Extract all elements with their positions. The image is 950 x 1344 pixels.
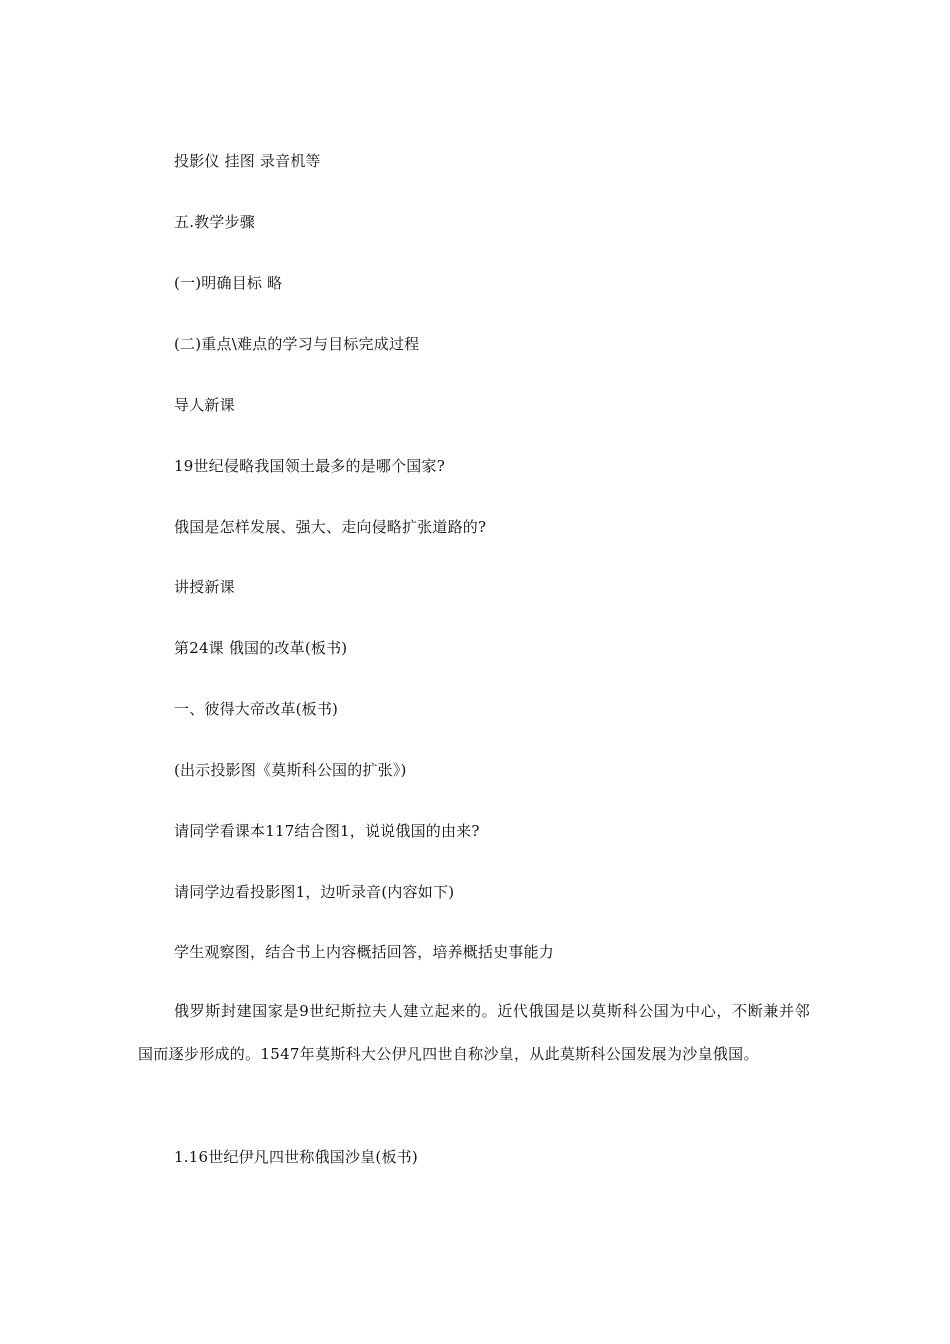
lesson-title: 第24课 俄国的改革(板书)	[174, 639, 348, 657]
subsection-key-points: (二)重点\难点的学习与目标完成过程	[174, 335, 420, 353]
instruction-line-2: 请同学边看投影图1，边听录音(内容如下)	[174, 883, 455, 901]
equipment-line: 投影仪 挂图 录音机等	[174, 152, 321, 170]
history-paragraph: 俄罗斯封建国家是9世纪斯拉夫人建立起来的。近代俄国是以莫斯科公国为中心，不断兼并邻国而逐步形成的。1547年莫斯科大公伊凡四世自称沙皇，从此莫斯科公国发展为沙皇俄国。	[138, 1002, 810, 1063]
section-heading-teaching-steps: 五.教学步骤	[174, 213, 255, 231]
projection-note: (出示投影图《莫斯科公国的扩张》)	[174, 761, 407, 779]
student-activity-line: 学生观察图，结合书上内容概括回答，培养概括史事能力	[174, 943, 555, 961]
teach-new-lesson: 讲授新课	[174, 578, 235, 596]
question-line-2: 俄国是怎样发展、强大、走向侵略扩张道路的?	[174, 518, 487, 536]
subsection-clear-goals: (一)明确目标 略	[174, 274, 283, 292]
intro-new-lesson: 导人新课	[174, 396, 235, 414]
section-peter-reform: 一、彼得大帝改革(板书)	[174, 700, 339, 718]
instruction-line-1: 请同学看课本117结合图1，说说俄国的由来?	[174, 822, 480, 840]
question-line-1: 19世纪侵略我国领土最多的是哪个国家?	[174, 457, 445, 475]
board-note-ivan: 1.16世纪伊凡四世称俄国沙皇(板书)	[174, 1148, 418, 1166]
